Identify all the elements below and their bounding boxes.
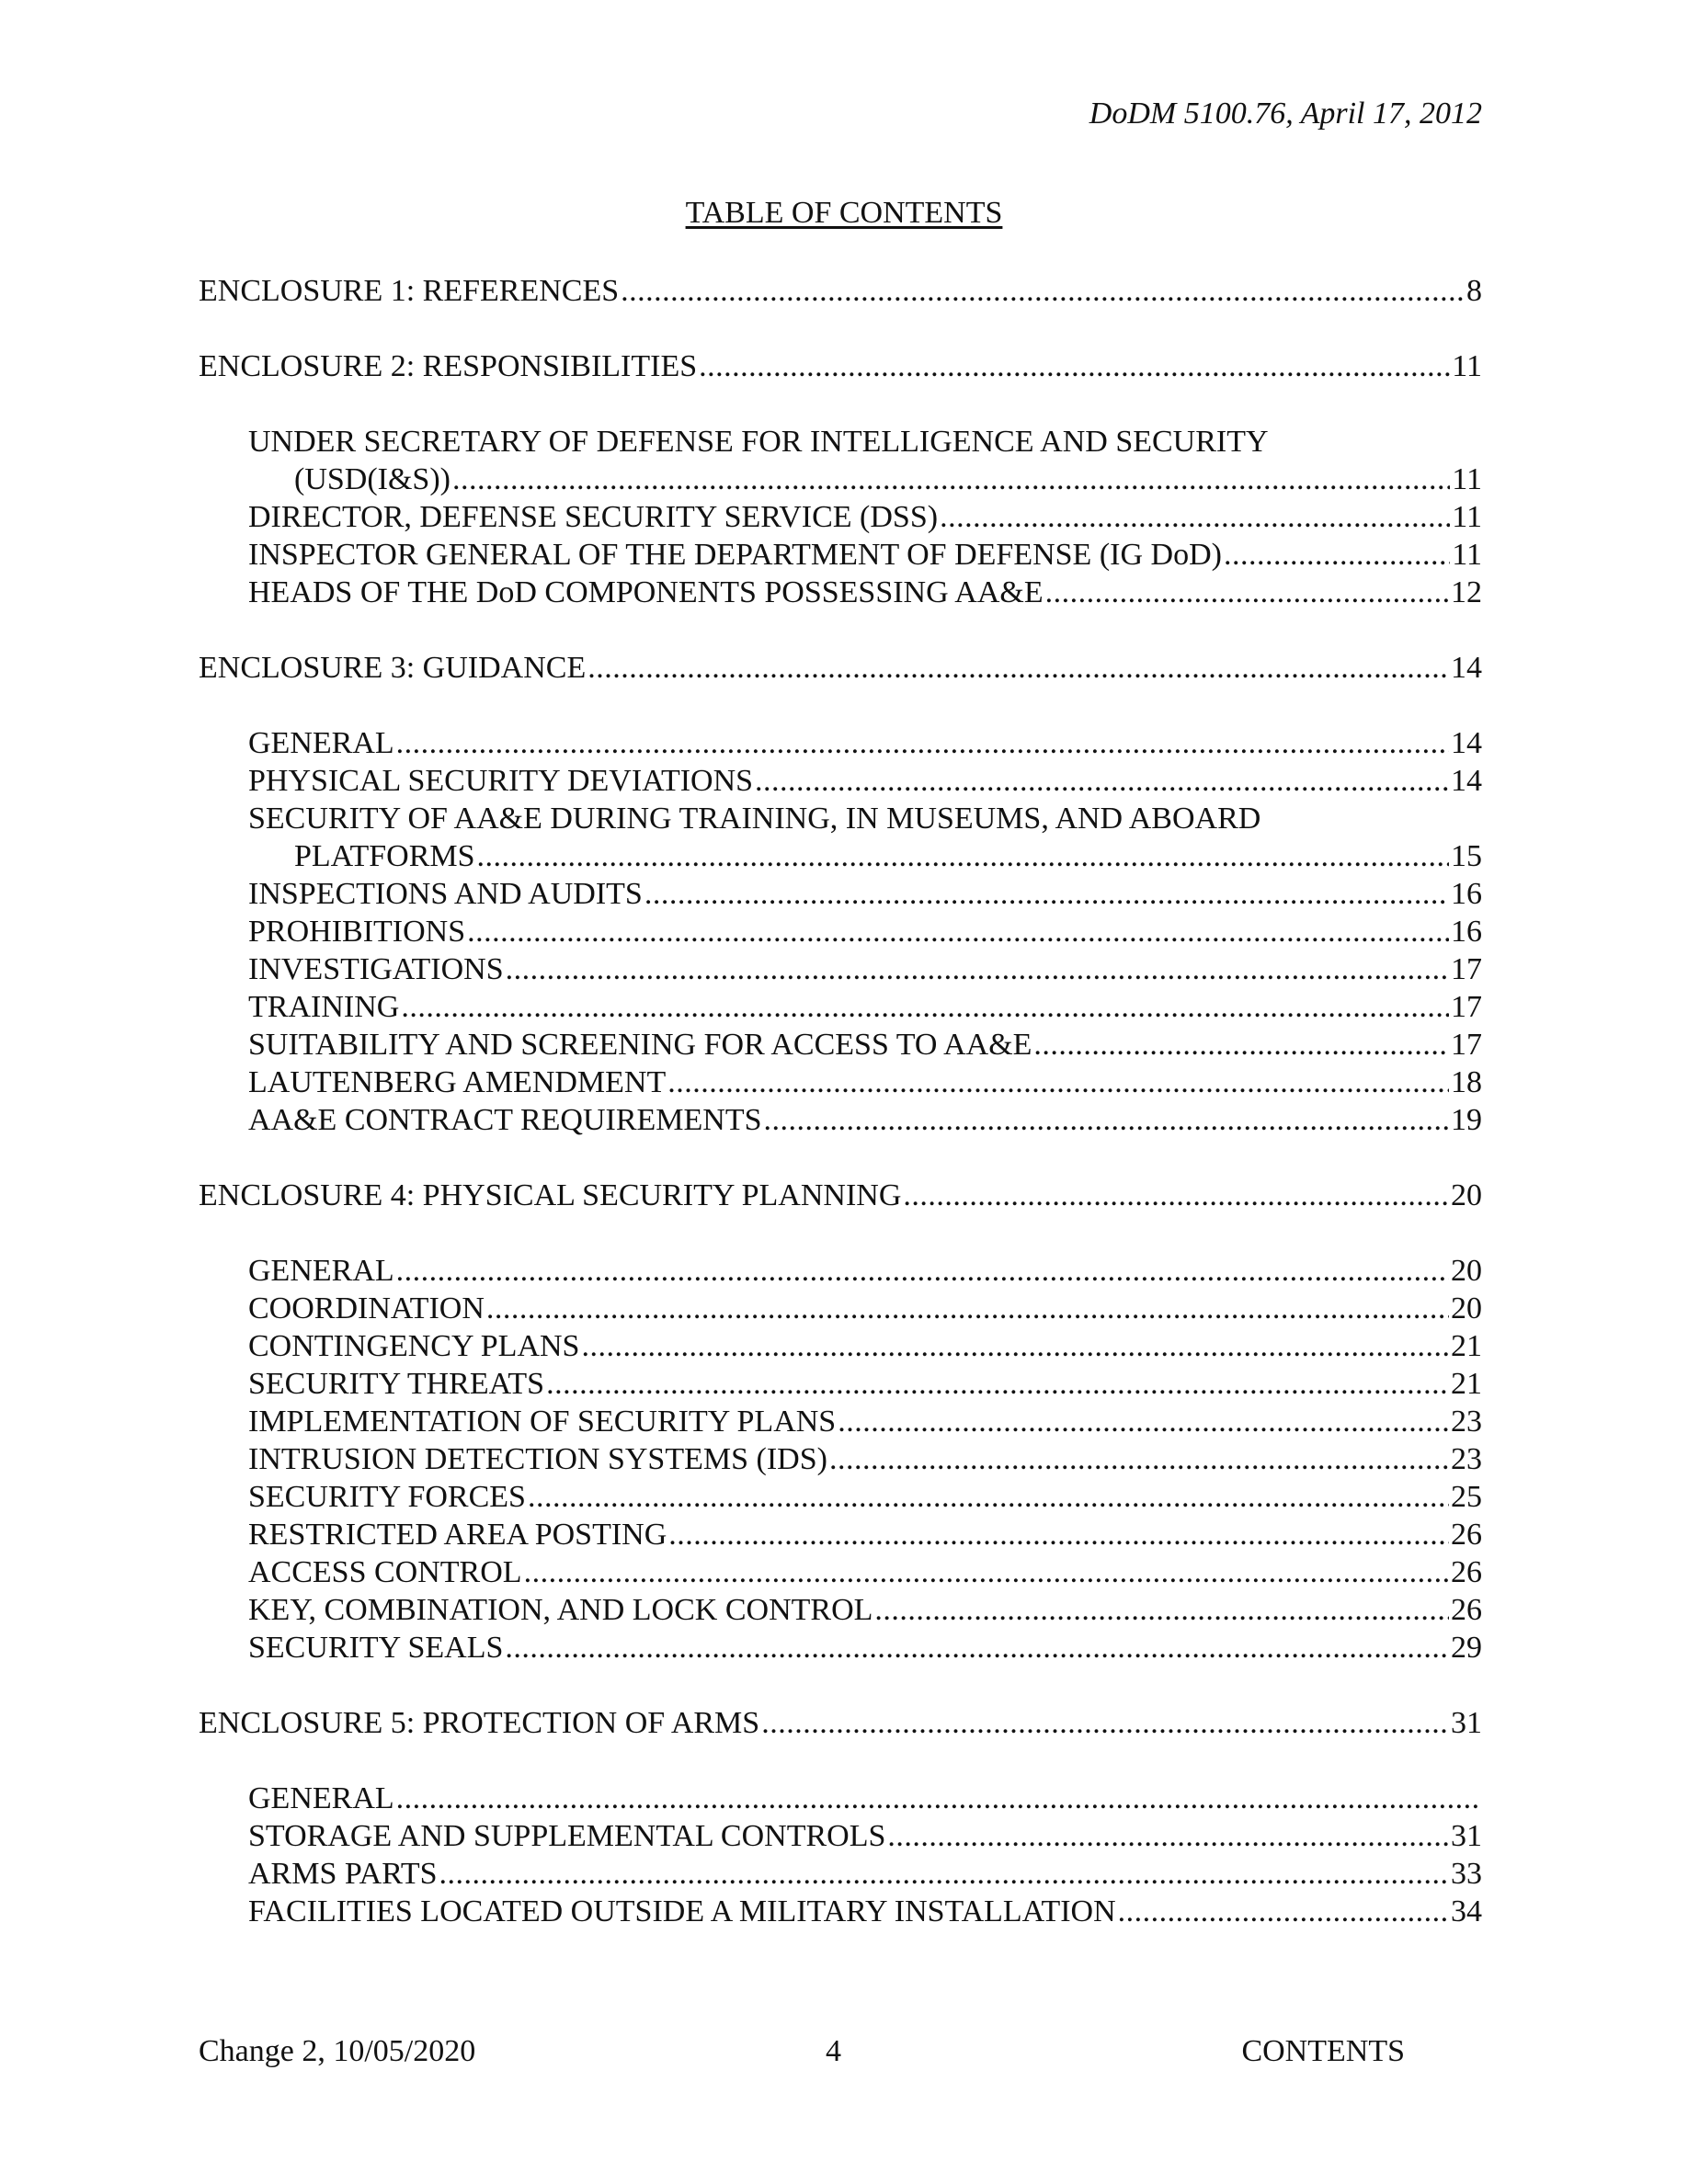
toc-entry-title: ENCLOSURE 4: PHYSICAL SECURITY PLANNING bbox=[199, 1178, 902, 1212]
toc-entry-page: 23 bbox=[1451, 1405, 1482, 1439]
toc-entry-general[interactable] bbox=[199, 1252, 1482, 1290]
toc-leader-dots bbox=[506, 950, 1449, 988]
toc-entry-title: GENERAL bbox=[248, 1254, 394, 1288]
toc-leader-dots bbox=[755, 762, 1449, 800]
toc-entry-security-aae-training-cont[interactable] bbox=[199, 837, 1482, 875]
toc-entry-title-cont: (USD(I&S)) bbox=[294, 462, 451, 496]
toc-leader-dots bbox=[587, 649, 1449, 687]
toc-entry-title-cont: PLATFORMS bbox=[294, 839, 475, 873]
toc-leader-dots bbox=[467, 913, 1449, 950]
toc-entry-title: RESTRICTED AREA POSTING bbox=[248, 1518, 667, 1552]
toc-entry-title: TRAINING bbox=[248, 990, 400, 1024]
toc-entry-title: INSPECTOR GENERAL OF THE DEPARTMENT OF DEFENSE (IG DoD) bbox=[248, 538, 1222, 572]
toc-leader-dots bbox=[581, 1327, 1449, 1365]
toc-entry-key-combination-lock-control[interactable] bbox=[199, 1591, 1482, 1629]
toc-entry-access-control[interactable] bbox=[199, 1553, 1482, 1591]
toc-entry-restricted-area-posting[interactable] bbox=[199, 1516, 1482, 1553]
toc-entry-title: SECURITY SEALS bbox=[248, 1631, 504, 1665]
toc-entry-title: INVESTIGATIONS bbox=[248, 952, 504, 986]
toc-entry-page: 21 bbox=[1451, 1367, 1482, 1401]
toc-leader-dots bbox=[452, 461, 1450, 498]
page-header-ref: DoDM 5100.76, April 17, 2012 bbox=[1089, 97, 1482, 131]
toc-leader-dots bbox=[505, 1629, 1449, 1666]
toc-entry-suitability-screening[interactable] bbox=[199, 1026, 1482, 1064]
toc-leader-dots bbox=[546, 1365, 1449, 1403]
toc-entry-page: 11 bbox=[1452, 538, 1482, 572]
toc-entry-inspections-audits[interactable] bbox=[199, 875, 1482, 913]
toc-leader-dots bbox=[477, 837, 1449, 875]
toc-entry-title: IMPLEMENTATION OF SECURITY PLANS bbox=[248, 1405, 837, 1439]
toc-entry-title: ENCLOSURE 5: PROTECTION OF ARMS bbox=[199, 1706, 760, 1740]
footer-section-label: CONTENTS bbox=[1241, 2034, 1405, 2068]
toc-entry-title: ARMS PARTS bbox=[248, 1857, 438, 1891]
toc-entry-page: 33 bbox=[1451, 1857, 1482, 1891]
toc-entry-training[interactable] bbox=[199, 988, 1482, 1026]
toc-entry-enclosure-2[interactable] bbox=[199, 347, 1482, 385]
footer-page-number: 4 bbox=[826, 2034, 841, 2068]
toc-entry-page: 20 bbox=[1451, 1254, 1482, 1288]
toc-leader-dots bbox=[396, 724, 1449, 762]
toc-entry-page: 8 bbox=[1466, 274, 1482, 308]
toc-entry-page: 18 bbox=[1451, 1065, 1482, 1099]
toc-entry-heads-dod-components[interactable] bbox=[199, 574, 1482, 611]
toc-entry-title: KEY, COMBINATION, AND LOCK CONTROL bbox=[248, 1593, 873, 1627]
toc-leader-dots bbox=[1224, 536, 1450, 574]
toc-entry-title: COORDINATION bbox=[248, 1291, 485, 1325]
toc-entry-physical-security-deviations[interactable] bbox=[199, 762, 1482, 800]
toc-entry-title: INSPECTIONS AND AUDITS bbox=[248, 877, 643, 911]
toc-entry-title: GENERAL bbox=[248, 726, 394, 760]
toc-entry-page: 14 bbox=[1451, 764, 1482, 798]
toc-entry-lautenberg-amendment[interactable] bbox=[199, 1064, 1482, 1101]
toc-leader-dots bbox=[761, 1704, 1449, 1742]
toc-entry-title: AA&E CONTRACT REQUIREMENTS bbox=[248, 1103, 762, 1137]
toc-entry-page: 11 bbox=[1452, 349, 1482, 383]
toc-entry-ig-dod[interactable] bbox=[199, 536, 1482, 574]
toc-entry-general[interactable] bbox=[199, 724, 1482, 762]
toc-title: TABLE OF CONTENTS bbox=[685, 196, 1003, 230]
toc-entry-title: PHYSICAL SECURITY DEVIATIONS bbox=[248, 764, 754, 798]
toc-entry-page: 26 bbox=[1451, 1518, 1482, 1552]
toc-entry-storage-supplemental-controls[interactable] bbox=[199, 1817, 1482, 1855]
toc-leader-dots bbox=[667, 1064, 1449, 1101]
toc-entry-enclosure-4[interactable] bbox=[199, 1177, 1482, 1214]
toc-entry-investigations[interactable] bbox=[199, 950, 1482, 988]
toc-leader-dots bbox=[1033, 1026, 1449, 1064]
footer-change-notice: Change 2, 10/05/2020 bbox=[199, 2034, 476, 2068]
toc-entry-page: 21 bbox=[1451, 1329, 1482, 1363]
toc-entry-title: UNDER SECRETARY OF DEFENSE FOR INTELLIGENCE AND SECURITY bbox=[248, 425, 1269, 459]
toc-entry-title: ENCLOSURE 2: RESPONSIBILITIES bbox=[199, 349, 698, 383]
toc-entry-title: FACILITIES LOCATED OUTSIDE A MILITARY INSTALLATION bbox=[248, 1894, 1116, 1928]
toc-leader-dots bbox=[903, 1177, 1449, 1214]
toc-leader-dots bbox=[621, 272, 1465, 310]
toc-leader-dots bbox=[439, 1855, 1449, 1893]
toc-leader-dots bbox=[644, 875, 1449, 913]
toc-entry-page: 17 bbox=[1451, 952, 1482, 986]
page-footer bbox=[199, 2033, 1405, 2074]
toc-entry-page: 20 bbox=[1451, 1291, 1482, 1325]
toc-leader-dots bbox=[486, 1290, 1449, 1327]
toc-entry-page: 16 bbox=[1451, 877, 1482, 911]
toc-entry-title: GENERAL bbox=[248, 1781, 394, 1815]
toc-entry-page: 11 bbox=[1452, 462, 1482, 496]
toc-leader-dots bbox=[1045, 574, 1449, 611]
toc-entry-title: LAUTENBERG AMENDMENT bbox=[248, 1065, 667, 1099]
toc-entry-page: 14 bbox=[1451, 726, 1482, 760]
toc-entry-page: 26 bbox=[1451, 1555, 1482, 1589]
toc-entry-page: 11 bbox=[1452, 500, 1482, 534]
toc-entry-page: 23 bbox=[1451, 1442, 1482, 1476]
toc-entry-title: SECURITY FORCES bbox=[248, 1480, 526, 1514]
toc-entry-general[interactable] bbox=[199, 1780, 1482, 1817]
toc-entry-facilities-outside-installation[interactable] bbox=[199, 1893, 1482, 1930]
toc-entry-page: 17 bbox=[1451, 1028, 1482, 1062]
toc-entry-page: 25 bbox=[1451, 1480, 1482, 1514]
toc-entry-title: SECURITY OF AA&E DURING TRAINING, IN MUSEUMS, AND ABOARD bbox=[248, 802, 1261, 836]
toc-entry-security-seals[interactable] bbox=[199, 1629, 1482, 1666]
toc-entry-intrusion-detection-systems[interactable] bbox=[199, 1440, 1482, 1478]
toc-leader-dots bbox=[396, 1252, 1449, 1290]
toc-leader-dots bbox=[699, 347, 1450, 385]
toc-entry-enclosure-5[interactable] bbox=[199, 1704, 1482, 1742]
toc-leader-dots bbox=[874, 1591, 1449, 1629]
toc-leader-dots bbox=[528, 1478, 1449, 1516]
toc-entry-security-forces[interactable] bbox=[199, 1478, 1482, 1516]
toc-entry-title: SECURITY THREATS bbox=[248, 1367, 545, 1401]
toc-leader-dots bbox=[764, 1101, 1450, 1139]
toc-entry-contingency-plans[interactable] bbox=[199, 1327, 1482, 1365]
toc-entry-implementation-security-plans[interactable] bbox=[199, 1403, 1482, 1440]
toc-entry-page: 17 bbox=[1451, 990, 1482, 1024]
toc-entry-title: SUITABILITY AND SCREENING FOR ACCESS TO AA&E bbox=[248, 1028, 1032, 1062]
toc-entry-title: ACCESS CONTROL bbox=[248, 1555, 522, 1589]
toc-entry-title: PROHIBITIONS bbox=[248, 915, 466, 949]
toc-entry-title: INTRUSION DETECTION SYSTEMS (IDS) bbox=[248, 1442, 827, 1476]
toc-entry-page: 19 bbox=[1451, 1103, 1482, 1137]
toc-entry-page: 15 bbox=[1451, 839, 1482, 873]
toc-entry-security-aae-training[interactable] bbox=[199, 800, 1482, 837]
toc-entry-arms-parts[interactable] bbox=[199, 1855, 1482, 1893]
toc-entry-page: 16 bbox=[1451, 915, 1482, 949]
toc-entry-aae-contract-requirements[interactable] bbox=[199, 1101, 1482, 1139]
toc-leader-dots bbox=[838, 1403, 1449, 1440]
toc-entry-prohibitions[interactable] bbox=[199, 913, 1482, 950]
toc-entry-coordination[interactable] bbox=[199, 1290, 1482, 1327]
toc-entry-page: 29 bbox=[1451, 1631, 1482, 1665]
toc-entry-title: DIRECTOR, DEFENSE SECURITY SERVICE (DSS) bbox=[248, 500, 939, 534]
toc-leader-dots bbox=[887, 1817, 1449, 1855]
toc-leader-dots bbox=[940, 498, 1450, 536]
toc-entry-page: 34 bbox=[1451, 1894, 1482, 1928]
toc-entry-page: 12 bbox=[1451, 575, 1482, 609]
toc-leader-dots bbox=[524, 1553, 1449, 1591]
toc-entry-page: 20 bbox=[1451, 1178, 1482, 1212]
toc-entry-enclosure-1[interactable] bbox=[199, 272, 1482, 310]
toc-entry-usd-is-cont[interactable] bbox=[199, 461, 1482, 498]
toc-leader-dots bbox=[829, 1440, 1449, 1478]
toc-entry-title: HEADS OF THE DoD COMPONENTS POSSESSING AA&E bbox=[248, 575, 1044, 609]
toc-entry-title: STORAGE AND SUPPLEMENTAL CONTROLS bbox=[248, 1819, 886, 1853]
toc-entry-page: 31 bbox=[1451, 1819, 1482, 1853]
toc-entry-director-dss[interactable] bbox=[199, 498, 1482, 536]
toc-leader-dots bbox=[668, 1516, 1449, 1553]
toc-entry-page: 31 bbox=[1451, 1706, 1482, 1740]
toc-entry-usd-is[interactable] bbox=[199, 423, 1482, 461]
toc-entry-title: ENCLOSURE 3: GUIDANCE bbox=[199, 651, 587, 685]
toc-leader-dots bbox=[401, 988, 1449, 1026]
toc-entry-title: CONTINGENCY PLANS bbox=[248, 1329, 580, 1363]
toc-entry-enclosure-3[interactable] bbox=[199, 649, 1482, 687]
toc-entry-security-threats[interactable] bbox=[199, 1365, 1482, 1403]
toc-leader-dots bbox=[1118, 1893, 1449, 1930]
toc-list bbox=[199, 272, 1482, 1930]
toc-entry-page: 26 bbox=[1451, 1593, 1482, 1627]
toc-leader-dots bbox=[396, 1780, 1480, 1817]
toc-entry-page: 14 bbox=[1451, 651, 1482, 685]
toc-entry-title: ENCLOSURE 1: REFERENCES bbox=[199, 274, 620, 308]
